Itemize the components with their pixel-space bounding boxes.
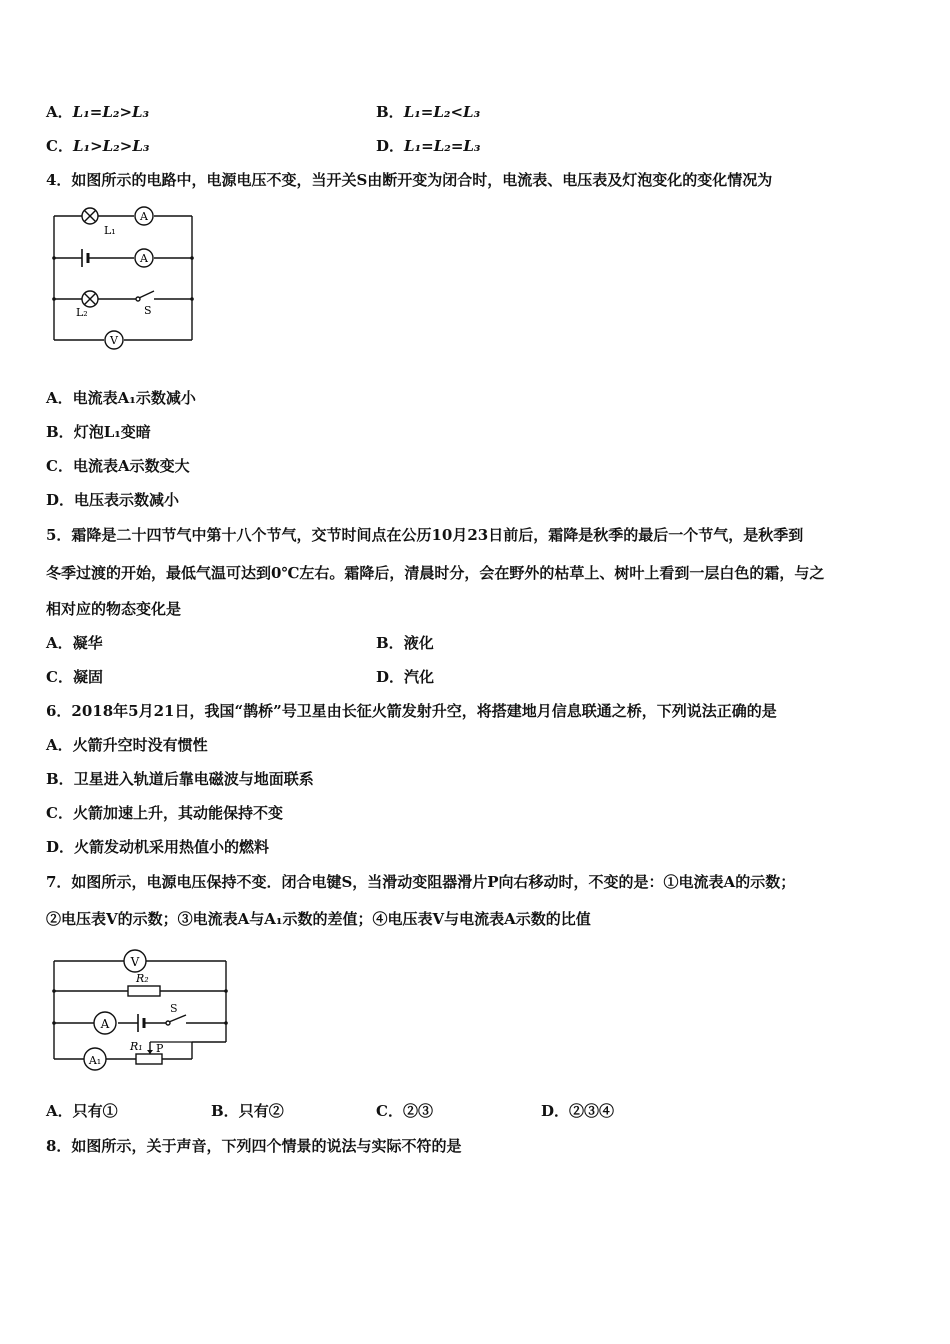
- option-letter: B．: [46, 770, 74, 788]
- q8-stem: 8．如图所示，关于声音，下列四个情景的说法与实际不符的是: [46, 1137, 462, 1155]
- ammeter-a1-icon: [84, 1048, 106, 1070]
- option-text: L₁>L₂>L₃: [72, 137, 150, 155]
- q6-option-c: [46, 803, 283, 823]
- option-letter: D．: [46, 491, 75, 509]
- slider-p-label: P: [156, 1042, 164, 1055]
- option-letter: B．: [211, 1102, 239, 1120]
- q4-option-b: [46, 422, 151, 442]
- q7-option-b: [211, 1101, 284, 1121]
- q6-option-a: [46, 735, 208, 755]
- option-letter: A．: [46, 1102, 73, 1120]
- option-letter: D．: [46, 838, 75, 856]
- q5-stem-line: 5．霜降是二十四节气中第十八个节气，交节时间点在公历10月23日前后，霜降是秋季的最后一个节气，是秋季到: [46, 526, 804, 544]
- rheostat-r1-icon: [129, 1040, 192, 1064]
- option-text: L₁=L₂<L₃: [403, 103, 481, 121]
- q7-stem-line: ②电压表V的示数；③电流表A与A₁示数的差值；④电压表V与电流表A示数的比值: [46, 910, 591, 928]
- option-text: 火箭加速上升，其动能保持不变: [72, 804, 283, 822]
- battery-icon: [138, 1014, 144, 1032]
- option-letter: A．: [46, 736, 73, 754]
- option-letter: D．: [541, 1102, 570, 1120]
- battery-icon: [82, 249, 88, 267]
- q4-option-c: [46, 456, 190, 476]
- option-letter: D．: [376, 668, 405, 686]
- ammeter-a1-icon: [135, 207, 153, 225]
- option-text: 火箭升空时没有惯性: [72, 736, 208, 754]
- q6-option-b: [46, 769, 314, 789]
- option-text: L₁=L₂>L₃: [72, 103, 150, 121]
- q3-option-b: [376, 102, 480, 122]
- ammeter-a-icon: [135, 249, 153, 267]
- q6-option-d: [46, 837, 269, 857]
- option-text: 电流表A示数变大: [72, 457, 190, 475]
- option-letter: A．: [46, 103, 73, 121]
- ammeter-a1-label: A₁: [88, 1054, 102, 1067]
- q6-stem: 6．2018年5月21日，我国“鹊桥”号卫星由长征火箭发射升空，将搭建地月信息联通之桥，下列说法正确的是: [46, 702, 777, 720]
- switch-s-icon: [136, 291, 154, 301]
- lamp-l2-label: L₂: [76, 306, 88, 319]
- option-text: 卫星进入轨道后靠电磁波与地面联系: [73, 770, 314, 788]
- option-letter: C．: [46, 804, 73, 822]
- voltmeter-label: V: [130, 955, 140, 969]
- option-letter: C．: [376, 1102, 403, 1120]
- option-text: 汽化: [404, 668, 435, 686]
- ammeter-label: A: [100, 1017, 110, 1031]
- lamp-l1-icon: [82, 208, 98, 224]
- option-text: 火箭发动机采用热值小的燃料: [74, 838, 270, 856]
- q3-option-c: [46, 136, 149, 156]
- option-text: ②③④: [569, 1102, 615, 1120]
- resistor-r2-icon: [128, 972, 160, 996]
- q5-stem-line: 冬季过渡的开始，最低气温可达到0℃左右。霜降后，清晨时分，会在野外的枯草上、树叶上看到一层白色的霜，与之: [46, 564, 825, 582]
- option-letter: A．: [46, 389, 73, 407]
- option-letter: B．: [376, 634, 404, 652]
- q7-option-d: [541, 1101, 614, 1121]
- q5-option-c: [46, 667, 103, 687]
- option-text: 电流表A₁示数减小: [72, 389, 196, 407]
- q3-option-d: [376, 136, 481, 156]
- q4-option-d: [46, 490, 179, 510]
- option-letter: B．: [46, 423, 74, 441]
- voltmeter-icon: [105, 331, 123, 349]
- ammeter-label: A: [140, 210, 148, 223]
- option-letter: B．: [376, 103, 404, 121]
- option-text: 灯泡L₁变暗: [73, 423, 151, 441]
- option-text: 液化: [403, 634, 434, 652]
- switch-label: S: [170, 1002, 178, 1015]
- q5-option-a: [46, 633, 103, 653]
- option-text: 只有②: [238, 1102, 284, 1120]
- q7-option-a: [46, 1101, 118, 1121]
- q5-stem-line: 相对应的物态变化是: [46, 600, 182, 618]
- option-letter: A．: [46, 634, 73, 652]
- option-text: L₁=L₂=L₃: [404, 137, 481, 155]
- rheostat-r1-label: R₁: [130, 1040, 143, 1053]
- resistor-r2-label: R₂: [136, 972, 149, 985]
- q4-stem: 4．如图所示的电路中，电源电压不变，当开关S由断开变为闭合时，电流表、电压表及灯泡变化的变化情况为: [46, 171, 773, 189]
- q7-option-c: [376, 1101, 433, 1121]
- option-letter: C．: [46, 668, 73, 686]
- switch-s-icon: [166, 1002, 186, 1025]
- option-text: 凝华: [72, 634, 103, 652]
- option-text: 只有①: [72, 1102, 118, 1120]
- q5-option-b: [376, 633, 434, 653]
- option-text: ②③: [402, 1102, 433, 1120]
- option-text: 电压表示数减小: [74, 491, 180, 509]
- q3-option-a: [46, 102, 149, 122]
- q7-circuit-diagram: [46, 944, 236, 1078]
- q7-stem-line: 7．如图所示，电源电压保持不变．闭合电键S，当滑动变阻器滑片P向右移动时，不变的是：①电流表A的示数；: [46, 873, 796, 891]
- option-text: 凝固: [72, 668, 103, 686]
- option-letter: C．: [46, 457, 73, 475]
- switch-label: S: [144, 304, 152, 317]
- voltmeter-label: V: [110, 334, 118, 347]
- q4-circuit-diagram: [46, 198, 206, 358]
- lamp-l2-icon: [82, 291, 98, 307]
- q4-option-a: [46, 388, 196, 408]
- ammeter-label: A: [140, 252, 148, 265]
- ammeter-a-icon: [94, 1012, 116, 1034]
- option-letter: C．: [46, 137, 73, 155]
- option-letter: D．: [376, 137, 405, 155]
- voltmeter-icon: [124, 950, 146, 972]
- q5-option-d: [376, 667, 434, 687]
- lamp-l1-label: L₁: [104, 224, 116, 237]
